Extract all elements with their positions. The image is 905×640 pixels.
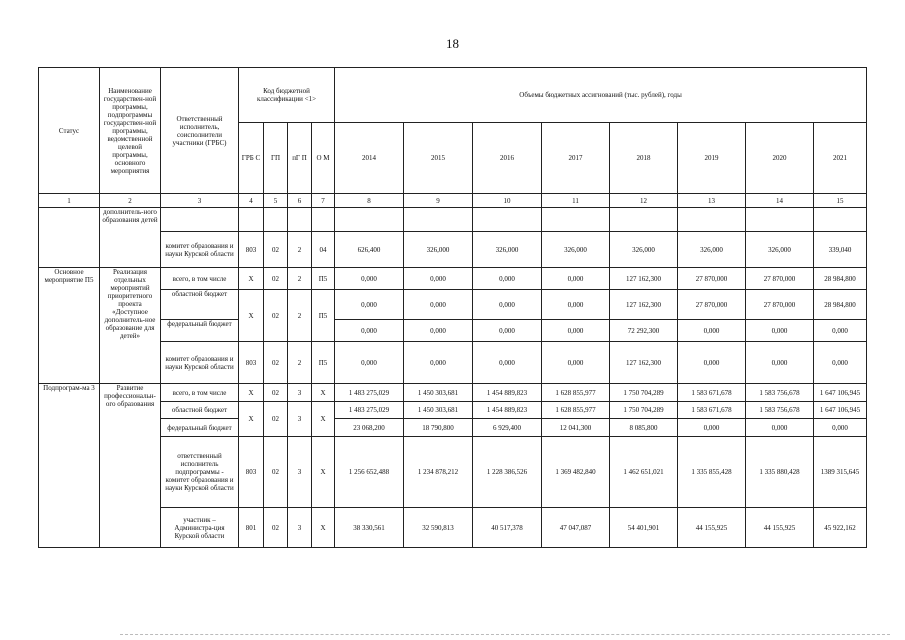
table-row: [39, 290, 867, 320]
code-cell: П5: [312, 290, 335, 342]
responsible-cell: комитет образования и науки Курской области: [161, 232, 239, 268]
value-cell: 1 583 671,678: [678, 384, 746, 402]
value-cell: 1 369 482,840: [542, 437, 610, 508]
col-number: 6: [288, 194, 312, 208]
header-year: 2021: [814, 123, 867, 194]
code-cell: 02: [264, 508, 288, 548]
code-cell: Х: [239, 402, 264, 437]
status-cell: [39, 208, 100, 268]
header-year: 2016: [473, 123, 542, 194]
table-row: [39, 402, 867, 419]
value-cell: 1 750 704,289: [610, 402, 678, 419]
col-number: 1: [39, 194, 100, 208]
table-row: [39, 320, 867, 342]
value-cell: 1 628 855,977: [542, 384, 610, 402]
code-cell: 801: [239, 508, 264, 548]
code-cell: Х: [312, 402, 335, 437]
value-cell: 0,000: [335, 320, 404, 342]
table-row: [39, 508, 867, 548]
code-cell: Х: [312, 437, 335, 508]
code-cell: Х: [312, 384, 335, 402]
code-cell: 02: [264, 290, 288, 342]
code-cell: 2: [288, 268, 312, 290]
table-row: [39, 268, 867, 290]
col-number: 14: [746, 194, 814, 208]
col-number: 10: [473, 194, 542, 208]
value-cell: 127 162,300: [610, 290, 678, 320]
value-cell: 326,000: [542, 232, 610, 268]
value-cell: 27 870,000: [746, 268, 814, 290]
empty-cell: [264, 208, 288, 232]
empty-cell: [542, 208, 610, 232]
value-cell: 27 870,000: [678, 290, 746, 320]
value-cell: 72 292,300: [610, 320, 678, 342]
header-year: 2020: [746, 123, 814, 194]
value-cell: 47 047,087: [542, 508, 610, 548]
status-cell: Основное мероприятие П5: [39, 268, 100, 384]
code-cell: 02: [264, 402, 288, 437]
value-cell: 27 870,000: [678, 268, 746, 290]
value-cell: 326,000: [404, 232, 473, 268]
value-cell: 1 256 652,488: [335, 437, 404, 508]
value-cell: 0,000: [473, 320, 542, 342]
table-row: [39, 419, 867, 437]
code-cell: Х: [312, 508, 335, 548]
code-cell: 3: [288, 384, 312, 402]
value-cell: 0,000: [473, 268, 542, 290]
value-cell: 18 790,800: [404, 419, 473, 437]
value-cell: 40 517,378: [473, 508, 542, 548]
value-cell: 339,040: [814, 232, 867, 268]
value-cell: 0,000: [542, 268, 610, 290]
header-year: 2014: [335, 123, 404, 194]
code-cell: 02: [264, 268, 288, 290]
header-code-gp: ГП: [264, 123, 288, 194]
col-number: 15: [814, 194, 867, 208]
value-cell: 12 041,300: [542, 419, 610, 437]
value-cell: 0,000: [335, 342, 404, 384]
value-cell: 0,000: [814, 320, 867, 342]
col-number: 13: [678, 194, 746, 208]
value-cell: 44 155,925: [746, 508, 814, 548]
value-cell: 1 583 756,678: [746, 402, 814, 419]
budget-table: [38, 67, 867, 548]
table-row: [39, 437, 867, 508]
responsible-cell: ответственный исполнитель подпрограммы - комитет образования и науки Курской области: [161, 437, 239, 508]
program-name-cell: Развитие профессиональн-ого образования: [100, 384, 161, 548]
value-cell: 28 984,800: [814, 268, 867, 290]
responsible-cell: участник – Администра-ция Курской области: [161, 508, 239, 548]
header-code-grbs: ГРБ С: [239, 123, 264, 194]
value-cell: 6 929,400: [473, 419, 542, 437]
value-cell: 0,000: [404, 320, 473, 342]
code-cell: П5: [312, 268, 335, 290]
value-cell: 0,000: [473, 290, 542, 320]
value-cell: 0,000: [404, 342, 473, 384]
value-cell: 0,000: [404, 268, 473, 290]
responsible-cell: областной бюджет: [161, 290, 239, 320]
header-year: 2019: [678, 123, 746, 194]
header-year: 2017: [542, 123, 610, 194]
empty-cell: [678, 208, 746, 232]
code-cell: 3: [288, 402, 312, 437]
code-cell: Х: [239, 384, 264, 402]
value-cell: 0,000: [542, 290, 610, 320]
value-cell: 23 068,200: [335, 419, 404, 437]
col-number: 5: [264, 194, 288, 208]
value-cell: 127 162,300: [610, 268, 678, 290]
value-cell: 0,000: [335, 290, 404, 320]
scan-artifact-line: [120, 634, 890, 636]
table-row: [39, 384, 867, 402]
value-cell: 1 628 855,977: [542, 402, 610, 419]
value-cell: 0,000: [678, 342, 746, 384]
value-cell: 0,000: [746, 419, 814, 437]
value-cell: 1 450 303,681: [404, 384, 473, 402]
value-cell: 1 750 704,289: [610, 384, 678, 402]
value-cell: 326,000: [473, 232, 542, 268]
col-number: 7: [312, 194, 335, 208]
value-cell: 0,000: [473, 342, 542, 384]
value-cell: 1 454 889,823: [473, 402, 542, 419]
table-row: [39, 342, 867, 384]
empty-cell: [312, 208, 335, 232]
value-cell: 0,000: [542, 342, 610, 384]
code-cell: 02: [264, 342, 288, 384]
value-cell: 1 583 671,678: [678, 402, 746, 419]
value-cell: 0,000: [746, 320, 814, 342]
empty-cell: [746, 208, 814, 232]
empty-cell: [404, 208, 473, 232]
value-cell: 45 922,162: [814, 508, 867, 548]
value-cell: 326,000: [610, 232, 678, 268]
code-cell: 803: [239, 232, 264, 268]
code-cell: Х: [239, 268, 264, 290]
value-cell: 1 483 275,029: [335, 384, 404, 402]
value-cell: 1 454 889,823: [473, 384, 542, 402]
value-cell: 1 647 106,945: [814, 384, 867, 402]
responsible-cell: областной бюджет: [161, 402, 239, 419]
header-year: 2015: [404, 123, 473, 194]
program-name-cell: дополнитель-ного образования детей: [100, 208, 161, 268]
responsible-cell: всего, в том числе: [161, 384, 239, 402]
value-cell: 1 234 878,212: [404, 437, 473, 508]
empty-cell: [814, 208, 867, 232]
responsible-cell: федеральный бюджет: [161, 320, 239, 342]
value-cell: 1 335 880,428: [746, 437, 814, 508]
empty-cell: [473, 208, 542, 232]
value-cell: 0,000: [335, 268, 404, 290]
header-year: 2018: [610, 123, 678, 194]
col-number: 11: [542, 194, 610, 208]
value-cell: 44 155,925: [678, 508, 746, 548]
responsible-cell: всего, в том числе: [161, 268, 239, 290]
header-code-om: О М: [312, 123, 335, 194]
code-cell: 02: [264, 232, 288, 268]
value-cell: 326,000: [678, 232, 746, 268]
value-cell: 8 085,800: [610, 419, 678, 437]
col-number: 2: [100, 194, 161, 208]
value-cell: 0,000: [814, 419, 867, 437]
value-cell: 32 590,813: [404, 508, 473, 548]
code-cell: 02: [264, 437, 288, 508]
value-cell: 28 984,800: [814, 290, 867, 320]
empty-cell: [161, 208, 239, 232]
empty-cell: [288, 208, 312, 232]
col-number: 4: [239, 194, 264, 208]
value-cell: 0,000: [814, 342, 867, 384]
value-cell: 54 401,901: [610, 508, 678, 548]
value-cell: 1 647 106,945: [814, 402, 867, 419]
header-code-pgp: пГ П: [288, 123, 312, 194]
header-row: [39, 68, 867, 123]
status-cell: Подпрограм-ма 3: [39, 384, 100, 548]
code-cell: 803: [239, 342, 264, 384]
header-program-name: Наименование государствен-ной программы, подпрограммы государствен-ной программы, ведомственной целевой программы, основного мероприятия: [100, 68, 161, 194]
responsible-cell: федеральный бюджет: [161, 419, 239, 437]
code-cell: Х: [239, 290, 264, 342]
value-cell: 0,000: [542, 320, 610, 342]
code-cell: 02: [264, 384, 288, 402]
page-number: 18: [446, 36, 459, 51]
value-cell: 1 462 651,021: [610, 437, 678, 508]
col-number: 12: [610, 194, 678, 208]
empty-cell: [335, 208, 404, 232]
column-number-row: [39, 194, 867, 208]
value-cell: 27 870,000: [746, 290, 814, 320]
value-cell: 1 483 275,029: [335, 402, 404, 419]
empty-cell: [610, 208, 678, 232]
value-cell: 1389 315,645: [814, 437, 867, 508]
header-status: Статус: [39, 68, 100, 194]
value-cell: 0,000: [746, 342, 814, 384]
value-cell: 1 228 386,526: [473, 437, 542, 508]
header-budget-code: Код бюджетной классификации <1>: [239, 68, 335, 123]
value-cell: 0,000: [678, 419, 746, 437]
value-cell: 0,000: [678, 320, 746, 342]
responsible-cell: комитет образования и науки Курской области: [161, 342, 239, 384]
value-cell: 1 583 756,678: [746, 384, 814, 402]
value-cell: 38 330,561: [335, 508, 404, 548]
value-cell: 626,400: [335, 232, 404, 268]
value-cell: 326,000: [746, 232, 814, 268]
code-cell: П5: [312, 342, 335, 384]
header-volumes: Объемы бюджетных ассигнований (тыс. рублей), годы: [335, 68, 867, 123]
code-cell: 3: [288, 508, 312, 548]
code-cell: 803: [239, 437, 264, 508]
program-name-cell: Реализация отдельных мероприятий приоритетного проекта «Доступное дополнитель-ное образование для детей»: [100, 268, 161, 384]
code-cell: 2: [288, 290, 312, 342]
code-cell: 3: [288, 437, 312, 508]
col-number: 3: [161, 194, 239, 208]
col-number: 8: [335, 194, 404, 208]
header-responsible: Ответственный исполнитель, соисполнители участники (ГРБС): [161, 68, 239, 194]
value-cell: 1 450 303,681: [404, 402, 473, 419]
empty-cell: [239, 208, 264, 232]
col-number: 9: [404, 194, 473, 208]
table-row: [39, 208, 867, 232]
code-cell: 2: [288, 342, 312, 384]
code-cell: 04: [312, 232, 335, 268]
value-cell: 127 162,300: [610, 342, 678, 384]
code-cell: 2: [288, 232, 312, 268]
table-row: [39, 232, 867, 268]
value-cell: 1 335 855,428: [678, 437, 746, 508]
value-cell: 0,000: [404, 290, 473, 320]
